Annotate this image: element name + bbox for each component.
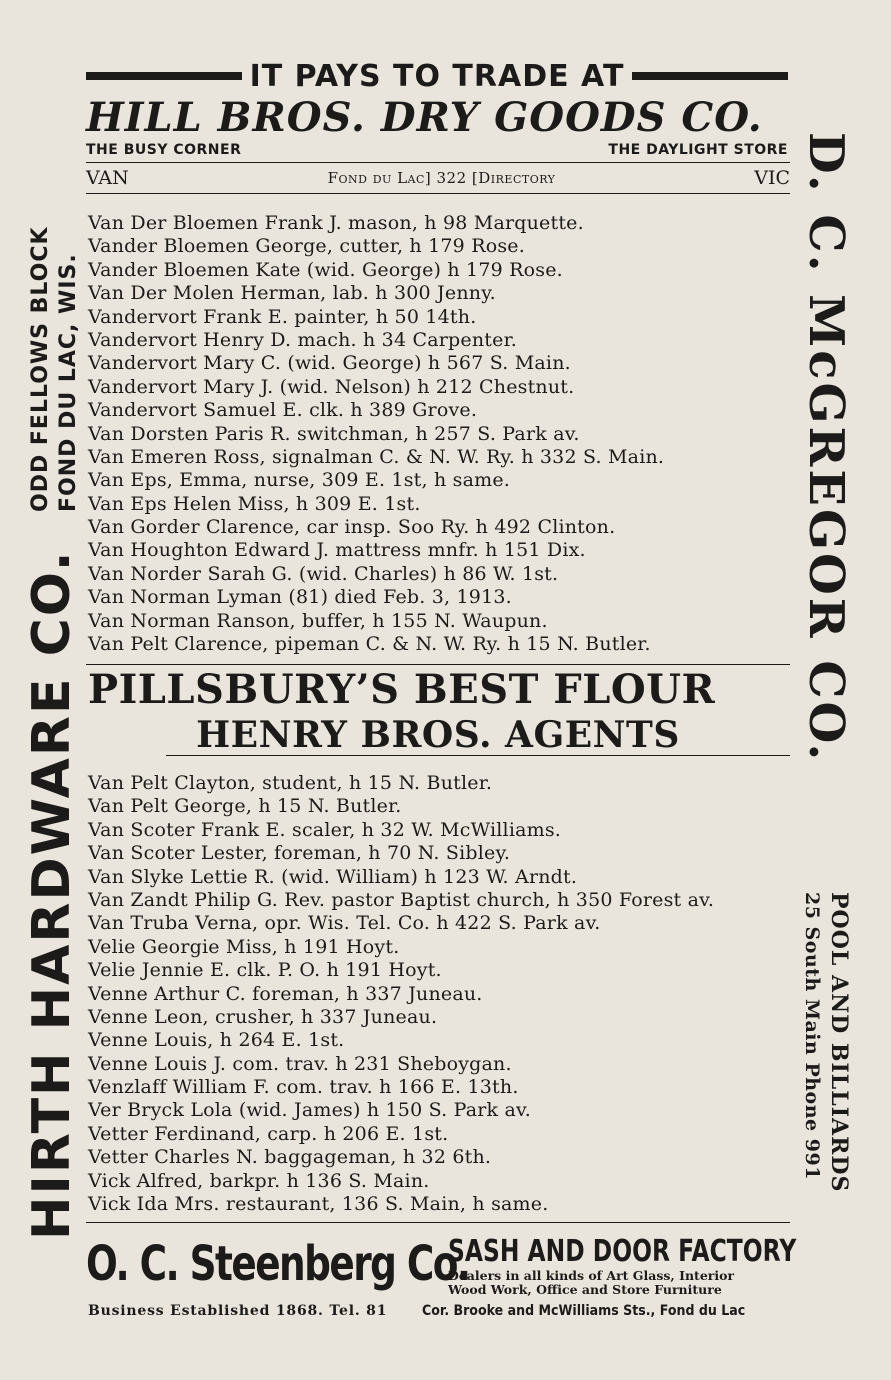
directory-entry: Ver Bryck Lola (wid. James) h 150 S. Park av. bbox=[88, 1099, 531, 1122]
directory-entry: Vandervort Frank E. painter, h 50 14th. bbox=[88, 305, 477, 328]
ad-subline bbox=[86, 142, 788, 158]
directory-entry: Van Pelt Clayton, student, h 15 N. Butler. bbox=[88, 772, 493, 794]
ad-subline-left: THE BUSY CORNER bbox=[86, 142, 242, 158]
left-side-ad-city: FOND DU LAC, WIS. bbox=[56, 253, 81, 512]
mid-ad-agents: HENRY BROS. AGENTS bbox=[166, 715, 790, 756]
directory-entry: Venne Arthur C. foreman, h 337 Juneau. bbox=[88, 982, 483, 1005]
directory-entry: Van Norman Lyman (81) died Feb. 3, 1913. bbox=[88, 586, 512, 609]
directory-entry: Van Houghton Edward J. mattress mnfr. h 151 Dix. bbox=[88, 539, 586, 562]
top-advertisement bbox=[86, 58, 788, 158]
directory-entry: Van Norman Ranson, buffer, h 155 N. Waupun. bbox=[88, 609, 548, 632]
directory-entry: Venzlaff William F. com. trav. h 166 E. 13th. bbox=[88, 1076, 519, 1099]
directory-entries-second bbox=[88, 772, 798, 1216]
directory-entry: Van Der Bloemen Frank J. mason, h 98 Marquette. bbox=[88, 212, 584, 234]
bottom-advertisement bbox=[86, 1222, 797, 1333]
directory-entry: Van Pelt George, h 15 N. Butler. bbox=[88, 795, 402, 818]
left-side-ad-block: ODD FELLOWS BLOCK bbox=[28, 226, 53, 512]
bottom-ad-details bbox=[448, 1234, 797, 1297]
directory-entry: Van Eps Helen Miss, h 309 E. 1st. bbox=[88, 492, 421, 515]
header-left-guide: VAN bbox=[86, 167, 129, 189]
directory-entry: Vetter Ferdinand, carp. h 206 E. 1st. bbox=[88, 1122, 449, 1145]
directory-entry: Van Der Molen Herman, lab. h 300 Jenny. bbox=[88, 282, 496, 305]
directory-entry: Vander Bloemen George, cutter, h 179 Rose. bbox=[88, 235, 525, 258]
directory-entry: Velie Georgie Miss, h 191 Hoyt. bbox=[88, 935, 400, 958]
directory-entry: Vander Bloemen Kate (wid. George) h 179 Rose. bbox=[88, 258, 563, 281]
directory-entry: Van Emeren Ross, signalman C. & N. W. Ry. h 332 S. Main. bbox=[88, 445, 665, 468]
directory-entry: Van Zandt Philip G. Rev. pastor Baptist church, h 350 Forest av. bbox=[88, 888, 715, 911]
header-page-info: Fond du Lac] 322 [Directory bbox=[327, 169, 556, 187]
directory-entry: Venne Louis, h 264 E. 1st. bbox=[88, 1029, 345, 1052]
ad-subline-right: THE DAYLIGHT STORE bbox=[608, 142, 788, 158]
middle-advertisement bbox=[86, 664, 790, 759]
directory-entry: Vick Alfred, barkpr. h 136 S. Main. bbox=[88, 1169, 430, 1192]
directory-entry: Vandervort Mary J. (wid. Nelson) h 212 Chestnut. bbox=[88, 375, 575, 398]
directory-entry: Van Slyke Lettie R. (wid. William) h 123 W. Arndt. bbox=[88, 865, 578, 888]
tagline-rule-left bbox=[86, 72, 242, 80]
directory-entry: Venne Leon, crusher, h 337 Juneau. bbox=[88, 1005, 438, 1028]
directory-entry: Venne Louis J. com. trav. h 231 Sheboygan. bbox=[88, 1052, 512, 1075]
directory-entry: Vandervort Samuel E. clk. h 389 Grove. bbox=[88, 399, 478, 422]
tagline-row bbox=[86, 58, 788, 94]
header-right-guide: VIC bbox=[754, 167, 790, 189]
directory-entry: Van Scoter Lester, foreman, h 70 N. Sibley. bbox=[88, 842, 511, 865]
directory-entry: Van Dorsten Paris R. switchman, h 257 S. Park av. bbox=[88, 422, 580, 445]
bottom-ad-title: SASH AND DOOR FACTORY bbox=[448, 1234, 797, 1269]
bottom-ad-desc-line2: Wood Work, Office and Store Furniture bbox=[448, 1282, 722, 1297]
bottom-ad-desc-line1: Dealers in all kinds of Art Glass, Interior bbox=[448, 1268, 735, 1283]
ad-company-name: HILL BROS. DRY GOODS CO. bbox=[86, 94, 763, 141]
directory-entry: Vandervort Henry D. mach. h 34 Carpenter. bbox=[88, 328, 518, 351]
directory-entry: Velie Jennie E. clk. P. O. h 191 Hoyt. bbox=[88, 959, 442, 982]
left-side-ad-hirth: HIRTH HARDWARE CO. bbox=[22, 549, 82, 1240]
directory-entry: Vetter Charles N. baggageman, h 32 6th. bbox=[88, 1146, 492, 1169]
directory-entry: Van Norder Sarah G. (wid. Charles) h 86 W. 1st. bbox=[88, 562, 559, 585]
directory-entry: Van Gorder Clarence, car insp. Soo Ry. h 492 Clinton. bbox=[88, 516, 616, 539]
directory-entry: Van Truba Verna, opr. Wis. Tel. Co. h 422 S. Park av. bbox=[88, 912, 601, 935]
ad-tagline: IT PAYS TO TRADE AT bbox=[249, 58, 625, 94]
right-side-ad-address: 25 South Main Phone 991 bbox=[801, 892, 823, 1180]
bottom-ad-established: Business Established 1868. Tel. 81 bbox=[88, 1303, 388, 1319]
bottom-ad-company: O. C. Steenberg Co. bbox=[86, 1236, 470, 1292]
directory-entry: Van Scoter Frank E. scaler, h 32 W. McWilliams. bbox=[88, 818, 562, 841]
running-header bbox=[86, 162, 790, 194]
tagline-rule-right bbox=[632, 72, 788, 80]
directory-entry: Vick Ida Mrs. restaurant, 136 S. Main, h same. bbox=[88, 1193, 549, 1216]
bottom-ad-address: Cor. Brooke and McWilliams Sts., Fond du Lac bbox=[422, 1303, 746, 1319]
mid-ad-headline: PILLSBURY’S BEST FLOUR bbox=[88, 666, 716, 713]
directory-entry: Vandervort Mary C. (wid. George) h 567 S. Main. bbox=[88, 352, 571, 375]
directory-entry: Van Eps, Emma, nurse, 309 E. 1st, h same. bbox=[88, 469, 511, 492]
right-side-ad-pool: POOL AND BILLIARDS bbox=[826, 892, 852, 1193]
directory-entry: Van Pelt Clarence, pipeman C. & N. W. Ry. h 15 N. Butler. bbox=[88, 633, 651, 656]
right-side-ad-mcgregor: D. C. McGREGOR CO. bbox=[798, 132, 854, 764]
directory-entries-first bbox=[88, 212, 798, 656]
